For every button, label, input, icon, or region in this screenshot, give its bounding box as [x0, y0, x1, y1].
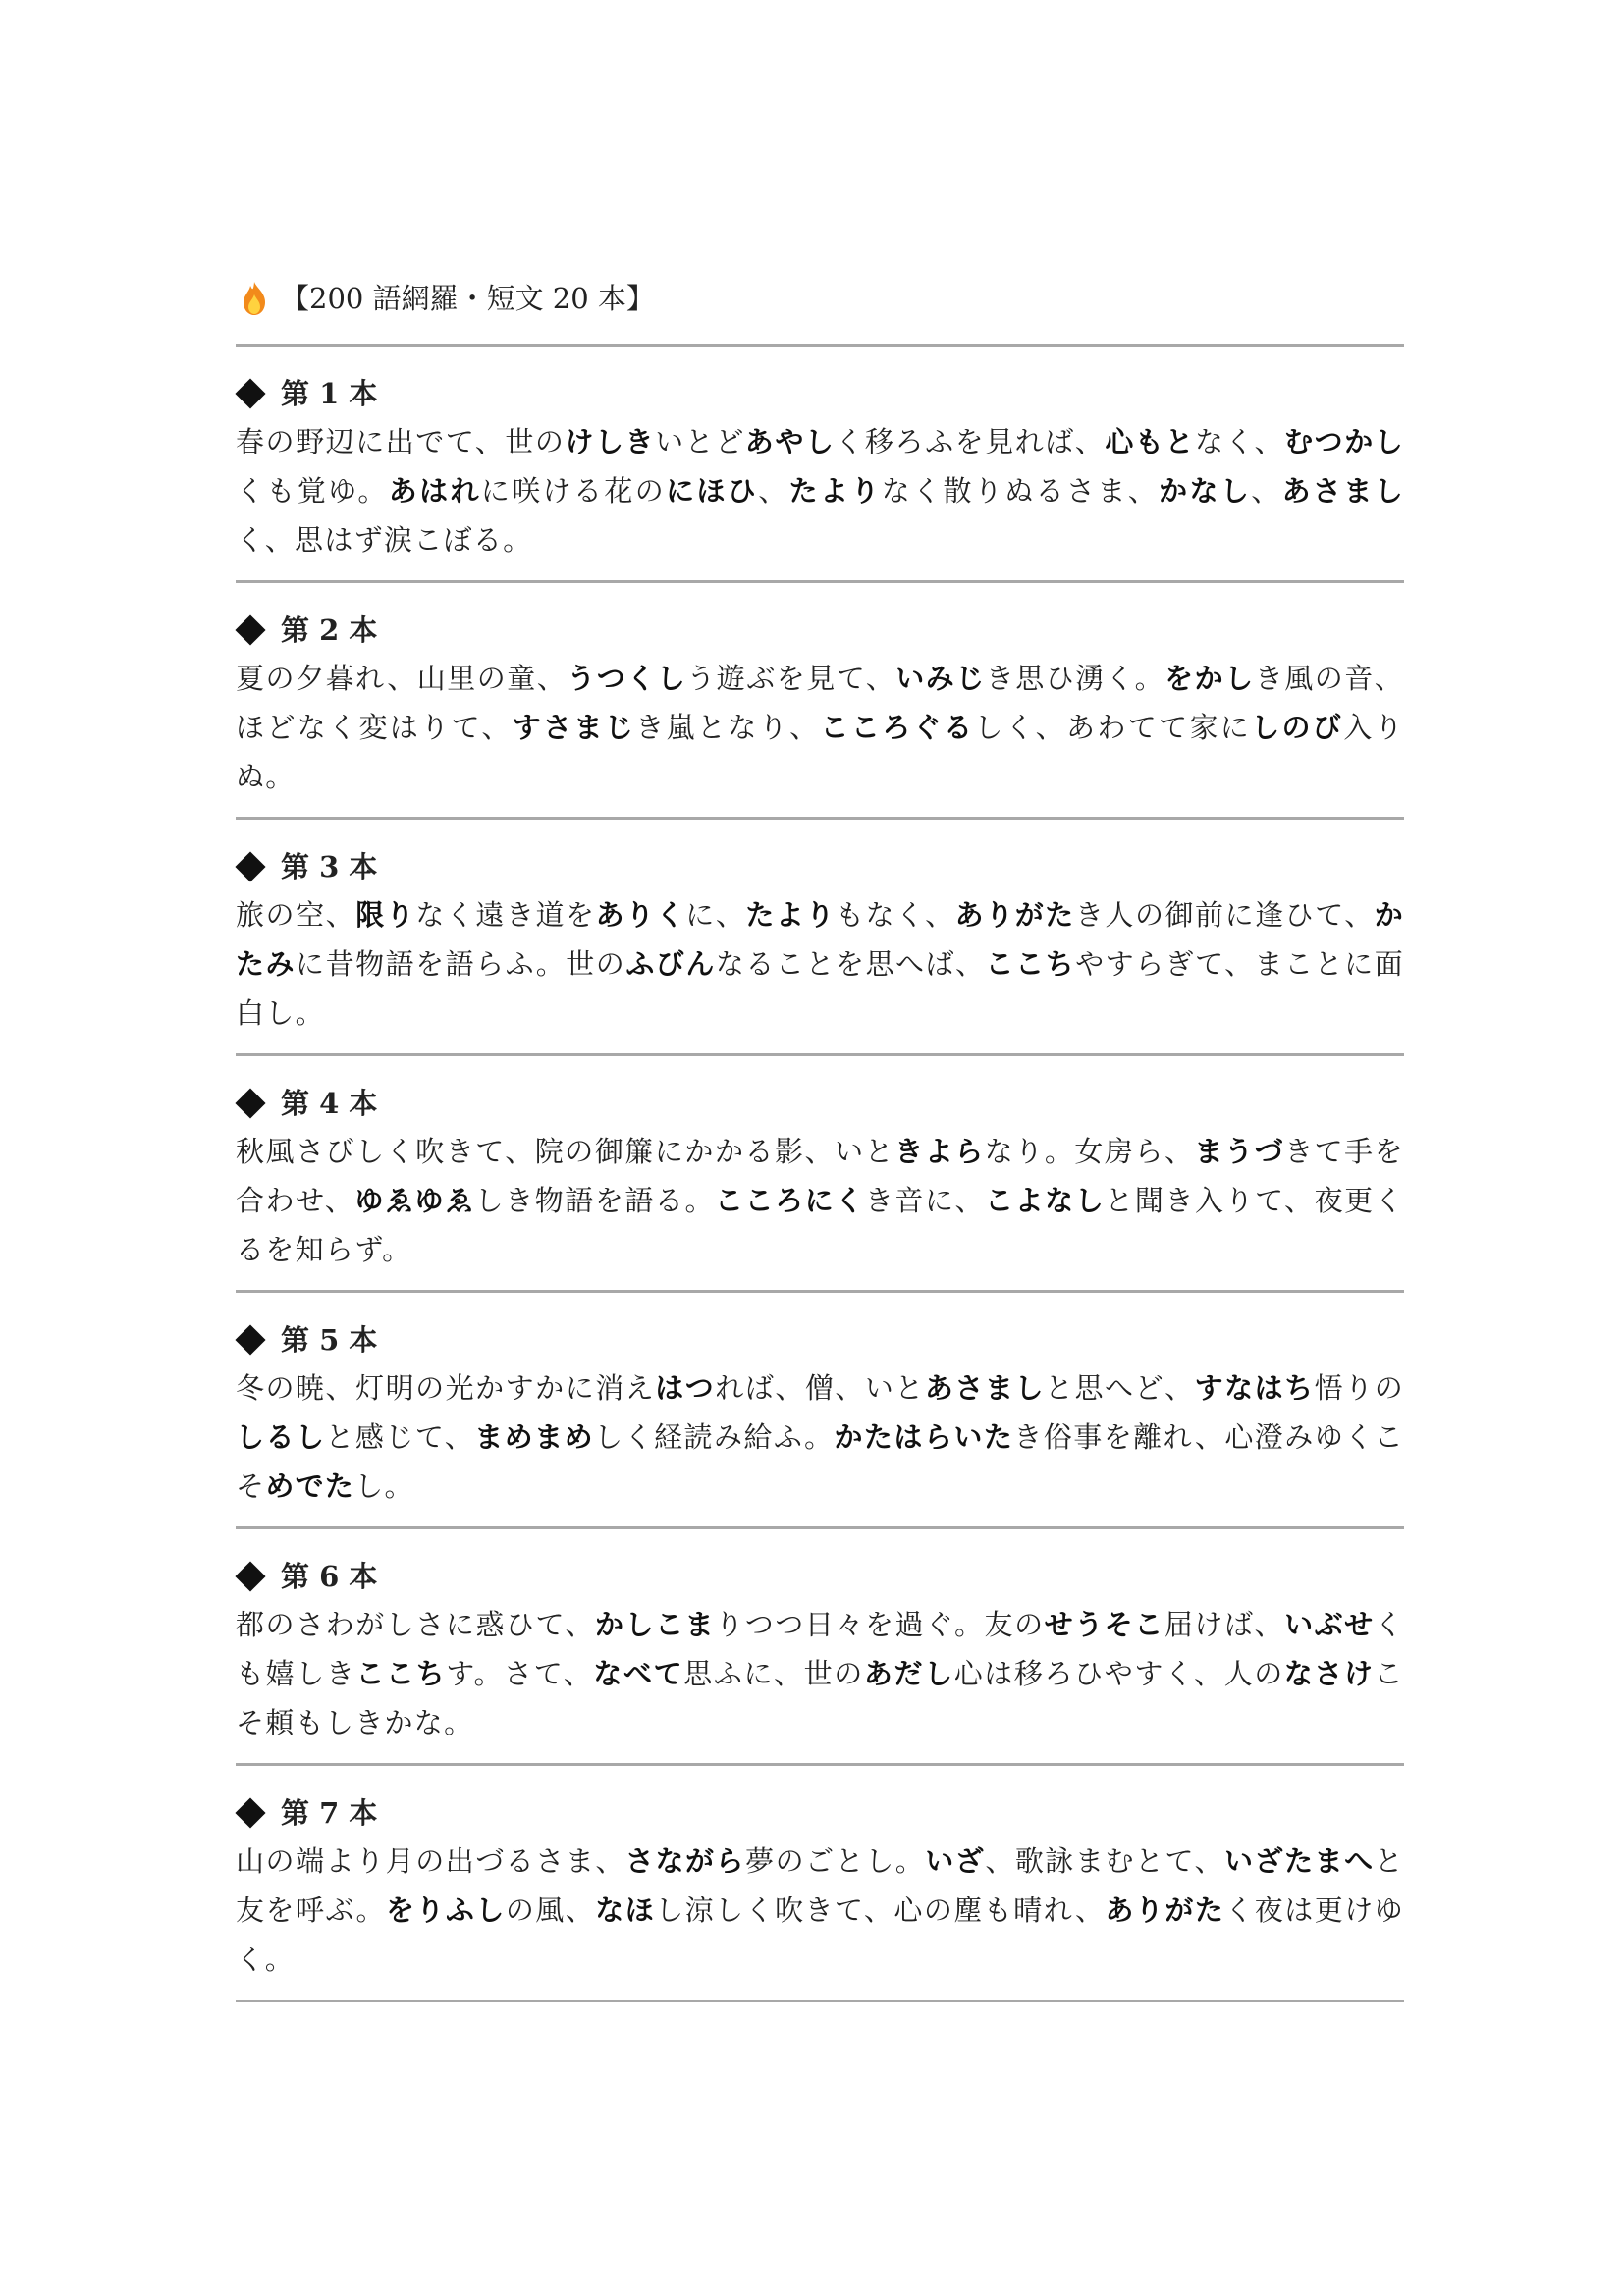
passage-text: もなく、 — [836, 898, 955, 932]
passage-text: き嵐となり、 — [635, 711, 821, 744]
vocab-term: たより — [745, 898, 837, 932]
vocab-term: かたはらいた — [834, 1420, 1014, 1454]
passage-section — [236, 1766, 1404, 2000]
vocab-term: ふびん — [625, 947, 716, 981]
passage-text: 心は移ろひやすく、人の — [953, 1657, 1284, 1690]
passage-text: りつつ日々を過ぐ。友の — [715, 1608, 1045, 1641]
passage-text: と友を呼ぶ。 — [236, 1844, 1405, 1927]
passage-title — [236, 1320, 1404, 1360]
passage-text: しく経読み給ふ。 — [594, 1420, 835, 1454]
passage-text: くも嬉しき — [236, 1608, 1405, 1690]
vocab-term: ありがた — [1105, 1894, 1225, 1927]
document-page — [236, 275, 1404, 2002]
vocab-term: あさまし — [924, 1371, 1045, 1405]
vocab-term: ここち — [985, 947, 1076, 981]
passage-text: き人の御前に逢ひて、 — [1074, 898, 1375, 932]
vocab-term: かたみ — [236, 898, 1405, 981]
passage-text: しく、あわてて家に — [974, 711, 1252, 744]
vocab-term: かなし — [1159, 474, 1252, 507]
passage-text: 入りぬ。 — [236, 711, 1404, 793]
passage-title-text: 第 3 本 — [281, 850, 378, 883]
vocab-term: あやし — [744, 425, 836, 458]
passage-text: の風、 — [505, 1894, 596, 1927]
document-title: 【200 語網羅・短文 20 本】 — [281, 282, 655, 315]
vocab-term: ありく — [595, 898, 686, 932]
vocab-term: ありがた — [954, 898, 1075, 932]
vocab-term: むつかし — [1284, 425, 1405, 458]
passage-text: き風の音、ほどなく変はりて、 — [236, 662, 1404, 744]
diamond-bullet-icon — [235, 1797, 265, 1828]
passage-section — [236, 820, 1404, 1053]
vocab-term: にほひ — [666, 474, 759, 507]
passage-text: に、 — [685, 898, 746, 932]
vocab-term: いざたまへ — [1224, 1844, 1375, 1878]
vocab-term: しるし — [236, 1420, 326, 1454]
vocab-term: なさけ — [1283, 1657, 1375, 1690]
passage-title — [236, 611, 1404, 650]
passage-text: 悟りの — [1314, 1371, 1405, 1405]
vocab-term: さながら — [624, 1844, 746, 1878]
diamond-bullet-icon — [235, 614, 265, 645]
vocab-term: いぶせ — [1284, 1608, 1375, 1641]
vocab-term: こよなし — [985, 1184, 1106, 1217]
vocab-term: せうそこ — [1044, 1608, 1164, 1641]
passage-title — [236, 1793, 1404, 1833]
passage-body — [236, 1127, 1404, 1274]
passage-text: く、思はず涙こぼる。 — [236, 523, 533, 557]
passage-title-text: 第 2 本 — [281, 614, 378, 647]
passage-text: なく散りぬるさま、 — [881, 474, 1160, 507]
passage-text: に昔物語を語らふ。世の — [296, 947, 626, 981]
vocab-term: ゆゑゆゑ — [354, 1184, 475, 1217]
divider — [236, 2000, 1404, 2002]
vocab-term: めでた — [265, 1469, 355, 1503]
vocab-term: はつ — [655, 1371, 716, 1405]
passage-text: やすらぎて、まことに面白し。 — [236, 947, 1405, 1030]
passage-text: き音に、 — [864, 1184, 986, 1217]
passage-text: う遊ぶを見て、 — [686, 662, 896, 695]
passage-section — [236, 583, 1404, 817]
passage-text: 、 — [1251, 474, 1282, 507]
passage-body — [236, 1363, 1404, 1511]
passage-text: なることを思へば、 — [715, 947, 986, 981]
passage-text: いとど — [655, 425, 745, 458]
passage-text: 春の野辺に出でて、世の — [236, 425, 566, 458]
passage-text: と感じて、 — [325, 1420, 475, 1454]
passage-text: 都のさわがしさに惑ひて、 — [236, 1608, 595, 1641]
passage-body — [236, 654, 1404, 801]
vocab-term: まめまめ — [474, 1420, 595, 1454]
diamond-bullet-icon — [235, 851, 265, 881]
passage-text: なく遠き道を — [415, 898, 596, 932]
passage-text: と思へど、 — [1045, 1371, 1195, 1405]
passage-section — [236, 1293, 1404, 1526]
vocab-term: あはれ — [388, 474, 481, 507]
vocab-term: 限り — [355, 898, 416, 932]
passage-section — [236, 1056, 1404, 1290]
vocab-term: かしこま — [595, 1608, 716, 1641]
vocab-term: たより — [788, 474, 882, 507]
passage-text: くも覚ゆ。 — [236, 474, 389, 507]
passage-text: こそ頼もしきかな。 — [236, 1657, 1404, 1739]
vocab-term: うつくし — [567, 662, 687, 695]
vocab-term: こころぐる — [820, 711, 975, 744]
vocab-term: をりふし — [385, 1894, 506, 1927]
passage-text: 夢のごとし。 — [745, 1844, 926, 1878]
passage-text: なく、 — [1195, 425, 1285, 458]
vocab-term: いざ — [925, 1844, 986, 1878]
vocab-term: すさまじ — [512, 711, 636, 744]
diamond-bullet-icon — [235, 1088, 265, 1118]
passage-text: く移ろふを見れば、 — [835, 425, 1106, 458]
passage-body — [236, 1837, 1404, 1984]
passage-title — [236, 1084, 1404, 1123]
passage-section — [236, 1529, 1404, 1763]
vocab-term: ここち — [355, 1657, 447, 1690]
passage-text: しき物語を語る。 — [474, 1184, 716, 1217]
vocab-term: なべて — [593, 1657, 684, 1690]
vocab-term: まうづ — [1194, 1135, 1285, 1168]
diamond-bullet-icon — [235, 1324, 265, 1355]
vocab-term: きよら — [894, 1135, 985, 1168]
passage-text: なり。女房ら、 — [984, 1135, 1195, 1168]
vocab-term: なほ — [595, 1894, 656, 1927]
passage-text: 冬の暁、灯明の光かすかに消え — [236, 1371, 656, 1405]
passage-text: 届けば、 — [1164, 1608, 1285, 1641]
passage-text: 秋風さびしく吹きて、院の御簾にかかる影、いと — [236, 1135, 895, 1168]
passage-text: れば、僧、いと — [715, 1371, 925, 1405]
passage-text: 、歌詠まむとて、 — [985, 1844, 1225, 1878]
vocab-term: をかし — [1164, 662, 1255, 695]
vocab-term: こころにく — [715, 1184, 865, 1217]
passage-title — [236, 374, 1404, 413]
passage-text: す。さて、 — [446, 1657, 594, 1690]
passage-text: し涼しく吹きて、心の塵も晴れ、 — [655, 1894, 1106, 1927]
passage-title-text: 第 7 本 — [281, 1796, 378, 1830]
vocab-term: すなはち — [1194, 1371, 1315, 1405]
section-list — [236, 347, 1404, 2002]
passage-body — [236, 890, 1404, 1038]
passage-text: 、 — [758, 474, 789, 507]
passage-text: き思ひ湧く。 — [985, 662, 1165, 695]
passage-text: 思ふに、世の — [683, 1657, 864, 1690]
vocab-term: いみじ — [895, 662, 986, 695]
passage-text: く夜は更けゆく。 — [236, 1894, 1404, 1976]
passage-body — [236, 1600, 1404, 1747]
passage-text: き俗事を離れ、心澄みゆくこそ — [236, 1420, 1404, 1503]
passage-title-text: 第 5 本 — [281, 1323, 378, 1357]
vocab-term: けしき — [565, 425, 656, 458]
vocab-term: あだし — [863, 1657, 954, 1690]
passage-text: 夏の夕暮れ、山里の童、 — [236, 662, 568, 695]
flame-icon — [242, 281, 267, 316]
passage-text: し。 — [354, 1469, 414, 1503]
passage-text: に咲ける花の — [480, 474, 667, 507]
vocab-term: 心もと — [1105, 425, 1196, 458]
passage-text: と聞き入りて、夜更くるを知らず。 — [236, 1184, 1405, 1266]
passage-title — [236, 847, 1404, 886]
passage-body — [236, 417, 1404, 564]
passage-title-text: 第 6 本 — [281, 1560, 378, 1593]
diamond-bullet-icon — [235, 378, 265, 408]
passage-text: きて手を合わせ、 — [236, 1135, 1405, 1217]
passage-title-text: 第 1 本 — [281, 377, 378, 410]
document-header — [236, 275, 1404, 322]
passage-text: 山の端より月の出づるさま、 — [236, 1844, 625, 1878]
vocab-term: しのび — [1251, 711, 1344, 744]
diamond-bullet-icon — [235, 1561, 265, 1591]
passage-section — [236, 347, 1404, 580]
passage-title-text: 第 4 本 — [281, 1087, 378, 1120]
passage-text: 旅の空、 — [236, 898, 356, 932]
passage-title — [236, 1557, 1404, 1596]
vocab-term: あさまし — [1281, 474, 1404, 507]
